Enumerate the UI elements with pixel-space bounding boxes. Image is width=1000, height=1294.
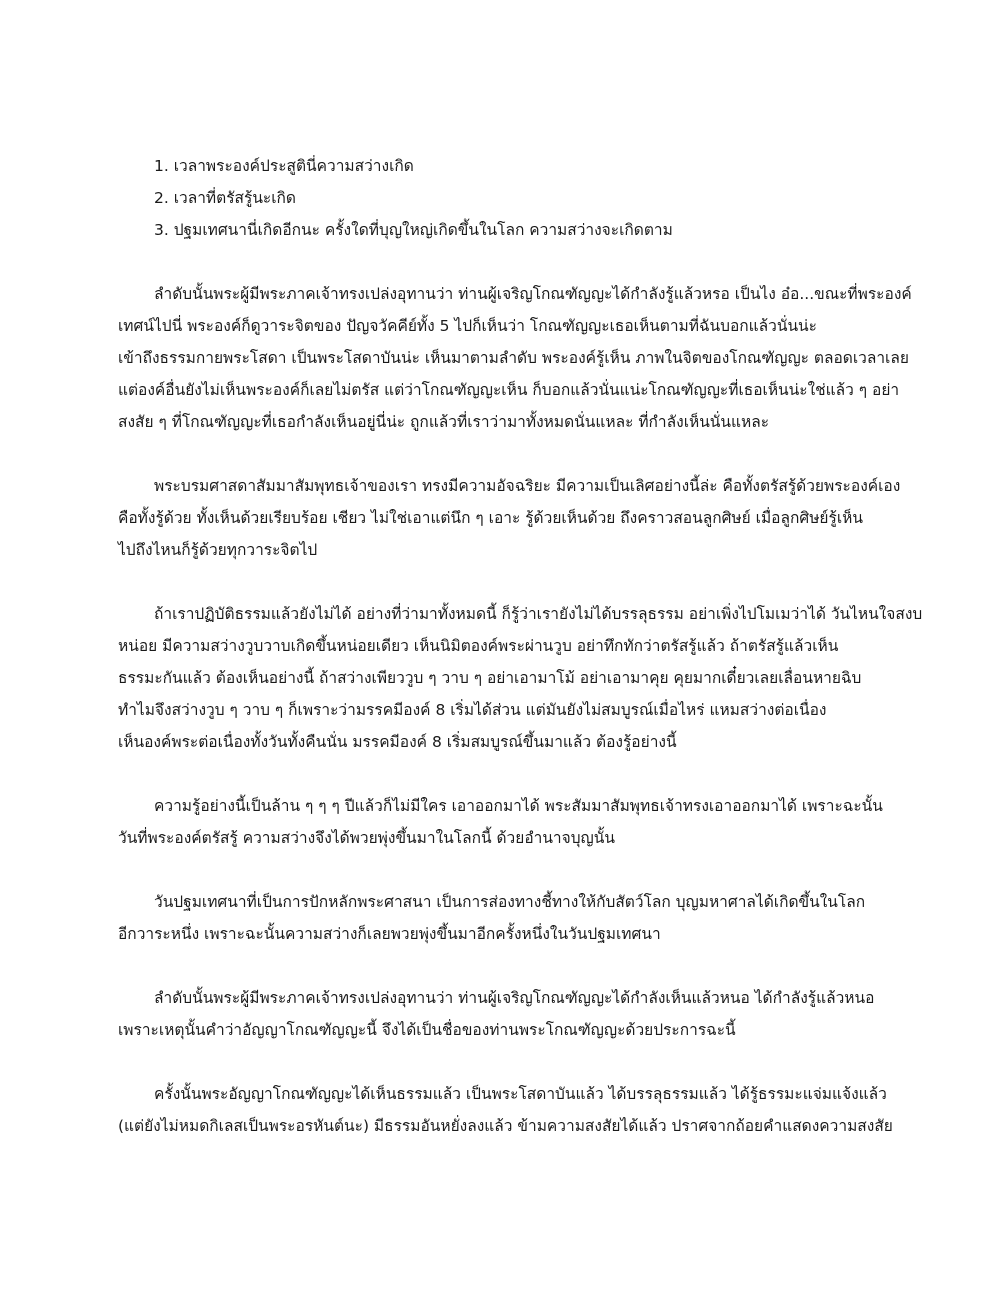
paragraph-7	[118, 1078, 898, 1142]
paragraph-line: คือทั้งรู้ด้วย ทั้งเห็นด้วยเรียบร้อย เชียว ไม่ใช่เอาแต่นึก ๆ เอาะ รู้ด้วยเห็นด้วย ถึงคราวสอนลูกศิษย์ เมื่อลูกศิษย์รู้เห็น	[118, 509, 863, 527]
paragraph-line: เห็นองค์พระต่อเนื่องทั้งวันทั้งคืนนั่น มรรคมีองค์ 8 เริ่มสมบูรณ์ขึ้นมาแล้ว ต้องรู้อย่างนี้	[118, 733, 677, 751]
paragraph-line: พระบรมศาสดาสัมมาสัมพุทธเจ้าของเรา ทรงมีความอัจฉริยะ มีความเป็นเลิศอย่างนี้ล่ะ คือทั้งตรัสรู้ด้วยพระองค์เอง	[154, 477, 901, 495]
list-item: 2. เวลาที่ตรัสรู้นะเกิด	[154, 189, 296, 207]
paragraph-line: สงสัย ๆ ที่โกณฑัญญะที่เธอกำลังเห็นอยู่นี่น่ะ ถูกแล้วที่เราว่ามาทั้งหมดนั่นแหละ ที่กำลังเห็นนั่นแหละ	[118, 413, 770, 431]
paragraph-line: วันที่พระองค์ตรัสรู้ ความสว่างจึงได้พวยพุ่งขึ้นมาในโลกนี้ ด้วยอำนาจบุญนั้น	[118, 829, 615, 847]
paragraph-line: ไปถึงไหนก็รู้ด้วยทุกวาระจิตไป	[118, 541, 318, 559]
paragraph-line: เข้าถึงธรรมกายพระโสดา เป็นพระโสดาบันน่ะ เห็นมาตามลำดับ พระองค์รู้เห็น ภาพในจิตของโกณฑัญญะ ตลอดเวลาเลย	[118, 349, 909, 367]
paragraph-line: (แต่ยังไม่หมดกิเลสเป็นพระอรหันต์นะ) มีธรรมอันหยั่งลงแล้ว ข้ามความสงสัยได้แล้ว ปราศจากถ้อยคำแสดงความสงสัย	[118, 1117, 893, 1135]
document-body	[118, 150, 923, 1142]
paragraph-line: ทำไมจึงสว่างวูบ ๆ วาบ ๆ ก็เพราะว่ามรรคมีองค์ 8 เริ่มได้ส่วน แต่มันยังไม่สมบูรณ์เมื่อไหร่ แหมสว่างต่อเนื่อง	[118, 701, 827, 719]
paragraph-6	[118, 982, 898, 1046]
paragraph-line: ถ้าเราปฏิบัติธรรมแล้วยังไม่ได้ อย่างที่ว่ามาทั้งหมดนี้ ก็รู้ว่าเรายังไม่ได้บรรลุธรรม อย่าเพิ่งไปโมเมว่าได้ วันไหนใจสงบ	[154, 605, 923, 623]
paragraph-line: ลำดับนั้นพระผู้มีพระภาคเจ้าทรงเปล่งอุทานว่า ท่านผู้เจริญโกณฑัญญะได้กำลังเห็นแล้วหนอ ได้กำลังรู้แล้วหนอ	[154, 989, 875, 1007]
paragraph-line: วันปฐมเทศนาที่เป็นการปักหลักพระศาสนา เป็นการส่องทางชี้ทางให้กับสัตว์โลก บุญมหาศาลได้เกิดขึ้นในโลก	[154, 893, 866, 911]
paragraph-3	[118, 598, 923, 758]
paragraph-line: ครั้งนั้นพระอัญญาโกณฑัญญะได้เห็นธรรมแล้ว เป็นพระโสดาบันแล้ว ได้บรรลุธรรมแล้ว ได้รู้ธรรมะแจ่มแจ้งแล้ว	[154, 1085, 887, 1103]
paragraph-line: หน่อย มีความสว่างวูบวาบเกิดขึ้นหน่อยเดียว เห็นนิมิตองค์พระผ่านวูบ อย่าทึกทักว่าตรัสรู้แล้ว ถ้าตรัสรู้แล้วเห็น	[118, 637, 839, 655]
list-item: 3. ปฐมเทศนานี่เกิดอีกนะ ครั้งใดที่บุญใหญ่เกิดขึ้นในโลก ความสว่างจะเกิดตาม	[154, 221, 673, 239]
paragraph-2	[118, 470, 901, 566]
paragraph-line: เทศน์ไปนี่ พระองค์ก็ดูวาระจิตของ ปัญจวัคคีย์ทั้ง 5 ไปก็เห็นว่า โกณฑัญญะเธอเห็นตามที่ฉันบอกแล้วนั่นน่ะ	[118, 317, 817, 335]
paragraph-line: ลำดับนั้นพระผู้มีพระภาคเจ้าทรงเปล่งอุทานว่า ท่านผู้เจริญโกณฑัญญะได้กำลังรู้แล้วหรอ เป็นไง อ๋อ...ขณะที่พระองค์	[154, 285, 912, 303]
paragraph-5	[118, 886, 898, 950]
paragraph-4	[118, 790, 898, 854]
paragraph-line: อีกวาระหนึ่ง เพราะฉะนั้นความสว่างก็เลยพวยพุ่งขึ้นมาอีกครั้งหนึ่งในวันปฐมเทศนา	[118, 925, 661, 943]
paragraph-line: ธรรมะกันแล้ว ต้องเห็นอย่างนี้ ถ้าสว่างเพียววูบ ๆ วาบ ๆ อย่าเอามาโม้ อย่าเอามาคุย คุยมากเดี๋ยวเลยเลื่อนหายฉิบ	[118, 669, 862, 687]
paragraph-1	[118, 278, 912, 438]
paragraph-line: เพราะเหตุนั้นคำว่าอัญญาโกณฑัญญะนี้ จึงได้เป็นชื่อของท่านพระโกณฑัญญะด้วยประการฉะนี้	[118, 1021, 736, 1039]
paragraph-line: ความรู้อย่างนี้เป็นล้าน ๆ ๆ ๆ ปีแล้วก็ไม่มีใคร เอาออกมาได้ พระสัมมาสัมพุทธเจ้าทรงเอาออกมาได้ เพราะฉะนั้น	[154, 797, 883, 815]
numbered-list	[154, 150, 898, 246]
paragraph-line: แต่องค์อื่นยังไม่เห็นพระองค์ก็เลยไม่ตรัส แต่ว่าโกณฑัญญะเห็น ก็บอกแล้วนั่นแน่ะโกณฑัญญะที่เธอเห็นน่ะใช่แล้ว ๆ อย่า	[118, 381, 900, 399]
list-item: 1. เวลาพระองค์ประสูตินี่ความสว่างเกิด	[154, 157, 414, 175]
